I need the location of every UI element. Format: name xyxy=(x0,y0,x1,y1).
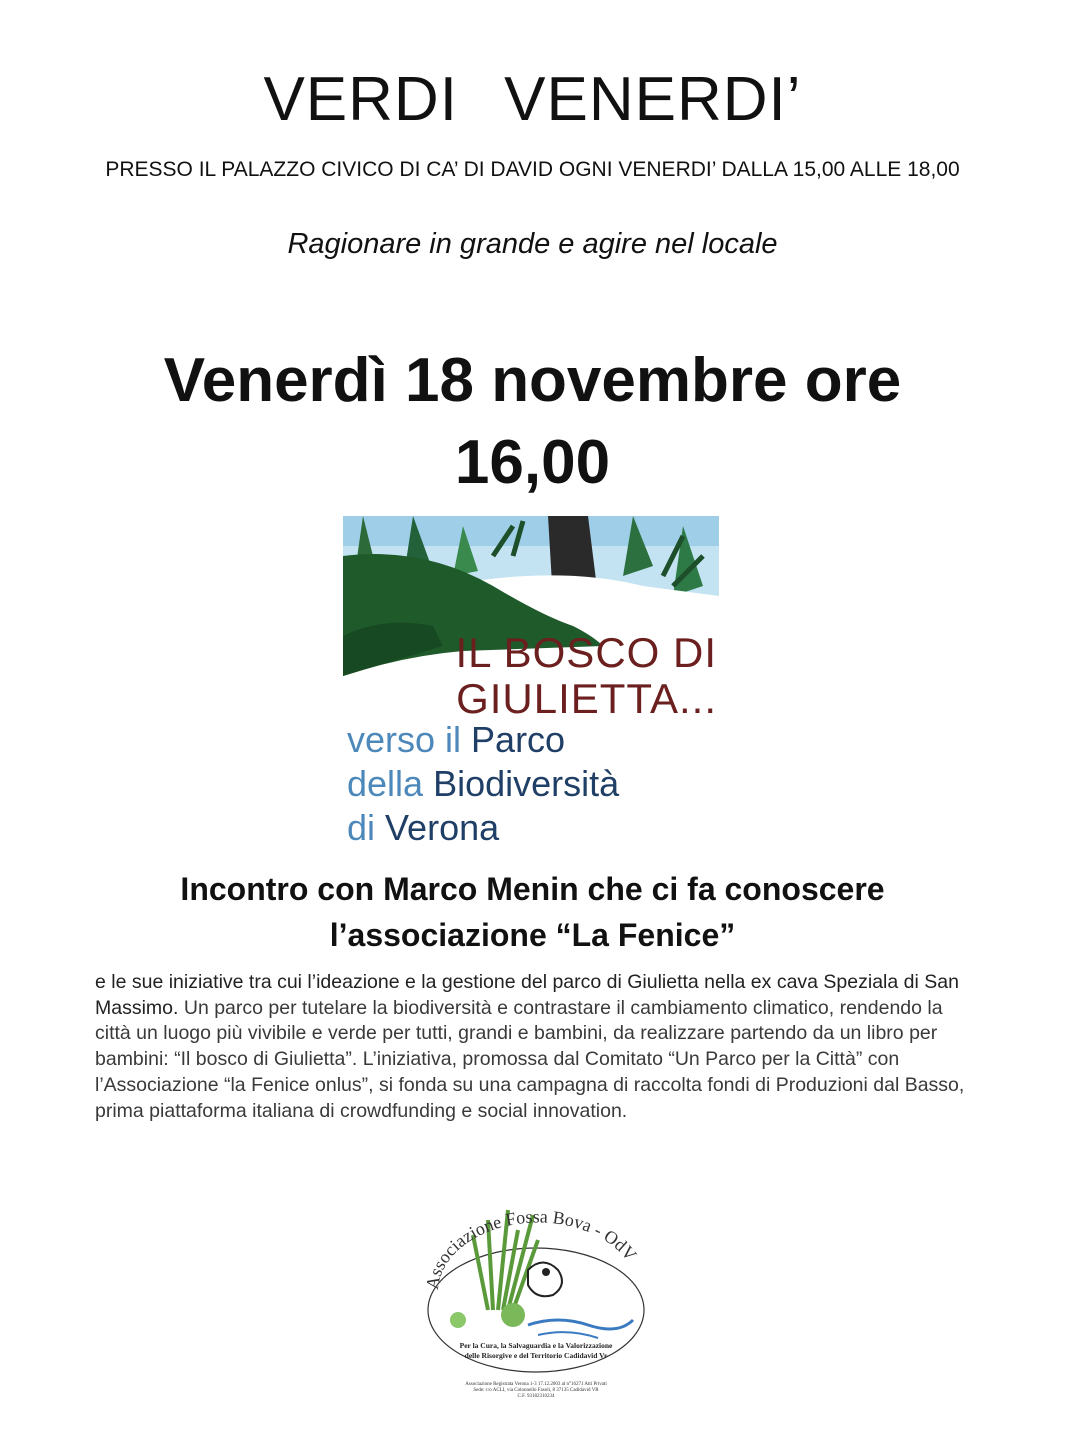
poster-line-3-bold: Verona xyxy=(385,807,500,846)
description-part1: e le sue iniziative tra cui l’ideazione e la gestione del parco di Giulietta nella ex cava Speziala di San Massimo. xyxy=(95,971,959,1019)
poster-line-2-light: della xyxy=(347,763,434,804)
event-datetime xyxy=(80,340,985,504)
logo-footer-line2: Sede: c/o ACLI, via Colonnello Fasoli, 8 37135 Cadidavid VR xyxy=(473,1388,599,1393)
motto: Ragionare in grande e agire nel locale xyxy=(287,228,778,260)
meeting-headline-line2: l’associazione “La Fenice” xyxy=(329,917,736,953)
poster-line-2-bold: Biodiversità xyxy=(433,763,620,804)
poster-line-2 xyxy=(347,764,619,804)
event-datetime-line1: Venerdì 18 novembre ore xyxy=(163,346,902,415)
event-series-title: VERDI VENERDI’ xyxy=(263,65,802,134)
event-description xyxy=(95,970,975,1124)
logo-tagline-1: Per la Cura, la Salvaguardia e la Valorizzazione xyxy=(459,1341,613,1350)
poster-line-3 xyxy=(347,808,499,846)
poster-title-line2: GIULIETTA... xyxy=(456,675,717,722)
logo-footer-line3: C.F. 93182310234 xyxy=(517,1394,555,1399)
logo-tagline-2: delle Risorgive e del Territorio Cadidavid Vr xyxy=(464,1351,608,1360)
poster-line-1-bold: Parco xyxy=(471,719,566,760)
logo-footer xyxy=(418,1382,654,1400)
poster-line-1-light: verso il xyxy=(347,719,472,760)
poster-line-1 xyxy=(347,720,565,760)
meeting-headline xyxy=(120,866,945,958)
meeting-headline-line1: Incontro con Marco Menin che ci fa conoscere xyxy=(180,871,885,907)
event-datetime-line2: 16,00 xyxy=(454,428,611,497)
bosco-di-giulietta-poster xyxy=(343,516,719,846)
location-schedule: PRESSO IL PALAZZO CIVICO DI CA’ DI DAVID OGNI VENERDI’ DALLA 15,00 ALLE 18,00 xyxy=(105,158,960,181)
fossa-bova-logo xyxy=(418,1200,654,1382)
logo-footer-line1: Associazione Registrata Verona 1-3 17.12.2003 al n°16271 Atti Privati xyxy=(465,1382,607,1387)
description-part2: Un parco per tutelare la biodiversità e contrastare il cambiamento climatico, rendendo la città un luogo più vivibile e verde per tutti, grandi e bambini, da realizzare partendo da un libro per bambini: “Il bosco di Giulietta”. L’iniziativa, promossa dal Comitato “Un Parco per la Città” con l’Associazione “la Fenice onlus”, si fonda su una campagna di raccolta fondi di Produzioni dal Basso, prima piattaforma italiana di crowdfunding e social innovation. xyxy=(95,996,965,1122)
poster-line-3-light: di xyxy=(347,807,386,846)
logo-arc-text: Associazione Fossa Bova - OdV xyxy=(421,1206,641,1291)
poster-title-line1: IL BOSCO DI xyxy=(455,629,717,676)
